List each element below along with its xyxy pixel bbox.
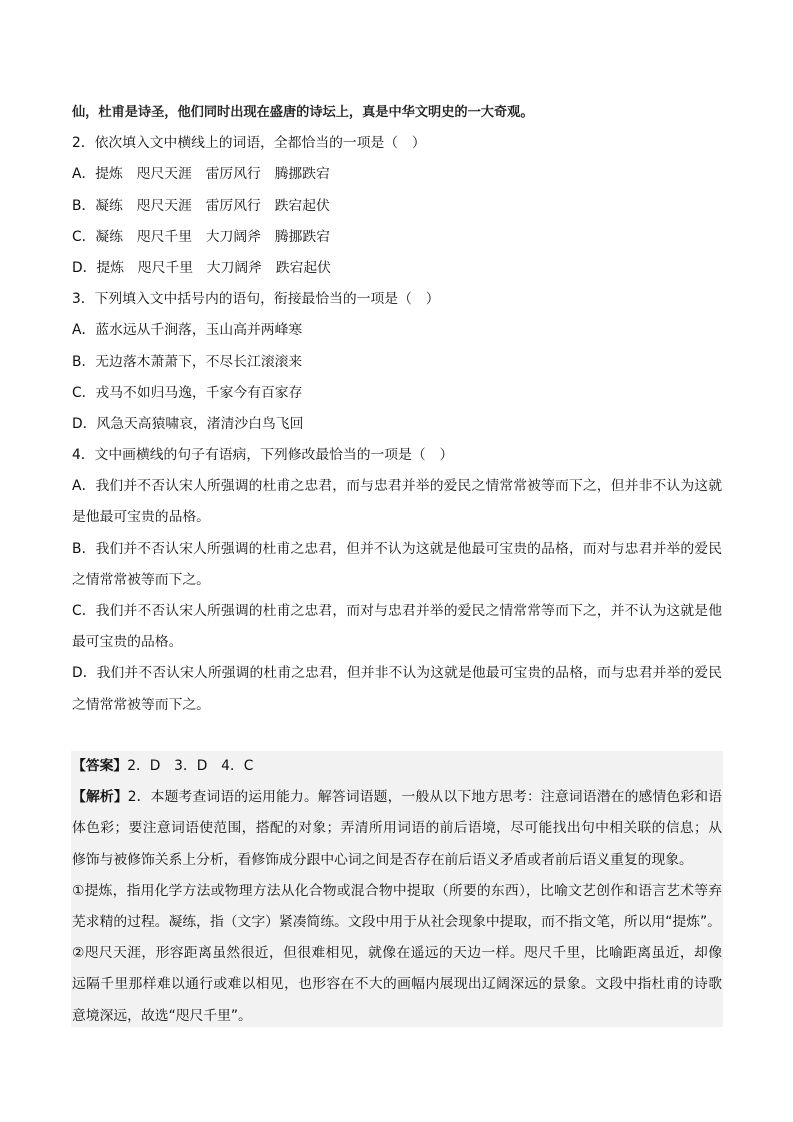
question-4-option-c: C．我们并不否认宋人所强调的杜甫之忠君，而对与忠君并举的爱民之情常常等而下之，并不认为这就是他 <box>72 603 722 619</box>
question-4-stem: 4．文中画横线的句子有语病，下列修改最恰当的一项是（ ） <box>72 447 454 464</box>
question-2-option-b: B．凝练 咫尺天涯 雷厉风行 跌宕起伏 <box>72 197 330 214</box>
passage-tail-line: 仙，杜甫是诗圣，他们同时出现在盛唐的诗坛上，真是中华文明史的一大奇观。 <box>72 105 534 120</box>
answer-line <box>72 751 722 782</box>
question-2-option-c: C．凝练 咫尺千里 大刀阔斧 腾挪跌宕 <box>72 228 330 245</box>
question-2-option-a: A．提炼 咫尺天涯 雷厉风行 腾挪跌宕 <box>72 166 330 183</box>
analysis-line: 意境深远，故选“咫尺千里”。 <box>72 1007 252 1024</box>
question-3-option-d: D．风急天高猿啸哀，渚清沙白鸟飞回 <box>72 415 304 432</box>
analysis-line <box>72 782 722 813</box>
question-4-option-a: A．我们并不否认宋人所强调的杜甫之忠君，而与忠君并举的爱民之情常常被等而下之，但并非不认为这就 <box>72 478 722 495</box>
question-3-option-a: A．蓝水远从千涧落，玉山高并两峰寒 <box>72 322 303 339</box>
question-4-option-c-cont: 最可宝贵的品格。 <box>72 634 183 651</box>
question-2-option-d: D．提炼 咫尺千里 大刀阔斧 跌宕起伏 <box>72 259 331 276</box>
question-4-option-b: B．我们并不否认宋人所强调的杜甫之忠君，但并不认为这就是他最可宝贵的品格，而对与忠君并举的爱民 <box>72 540 722 557</box>
answer-text: 2．D 3．D 4．C <box>127 758 254 774</box>
question-3-option-b: B．无边落木萧萧下，不尽长江滚滚来 <box>72 353 303 370</box>
analysis-line: 体色彩；要注意词语使范围，搭配的对象；弄清所用词语的前后语境，尽可能找出句中相关联的信息；从 <box>72 820 722 837</box>
answer-section <box>71 751 723 1027</box>
question-4-option-d: D．我们并不否认宋人所强调的杜甫之忠君，但并非不认为这就是他最可宝贵的品格，而与忠君并举的爱民 <box>72 665 722 682</box>
question-body <box>72 97 722 721</box>
question-3-option-c: C．戎马不如归马逸，千家今有百家存 <box>72 384 303 401</box>
question-4-option-d-cont: 之情常常被等而下之。 <box>72 696 210 713</box>
answer-label: 【答案】 <box>72 758 128 774</box>
question-4-option-b-cont: 之情常常被等而下之。 <box>72 571 210 588</box>
analysis-line: 芜求精的过程。凝练，指（文字）紧凑简练。文段中用于从社会现象中提取，而不指文笔，所以用“提炼”。 <box>72 913 721 930</box>
analysis-line: ①提炼，指用化学方法或物理方法从化合物或混合物中提取（所要的东西），比喻文艺创作和语言艺术等弃 <box>72 882 722 899</box>
analysis-label: 【解析】 <box>72 789 128 806</box>
analysis-line: 修饰与被修饰关系上分析，看修饰成分跟中心词之间是否存在前后语义矛盾或者前后语义重复的现象。 <box>72 851 693 868</box>
question-2-stem: 2．依次填入文中横线上的词语，全都恰当的一项是（ ） <box>72 135 426 152</box>
question-4-option-a-cont: 是他最可宝贵的品格。 <box>72 509 210 526</box>
question-3-stem: 3．下列填入文中括号内的语句，衔接最恰当的一项是（ ） <box>72 291 440 308</box>
analysis-line: 远隔千里那样难以通行或难以相见，也形容在不大的画幅内展现出辽阔深远的景象。文段中指杜甫的诗歌 <box>72 976 722 993</box>
analysis-line: ②咫尺天涯，形容距离虽然很近，但很难相见，就像在遥远的天边一样。咫尺千里，比喻距离虽近，却像 <box>72 945 722 962</box>
analysis-text: 2．本题考查词语的运用能力。解答词语题，一般从以下地方思考：注意词语潜在的感情色彩和语 <box>127 789 723 806</box>
